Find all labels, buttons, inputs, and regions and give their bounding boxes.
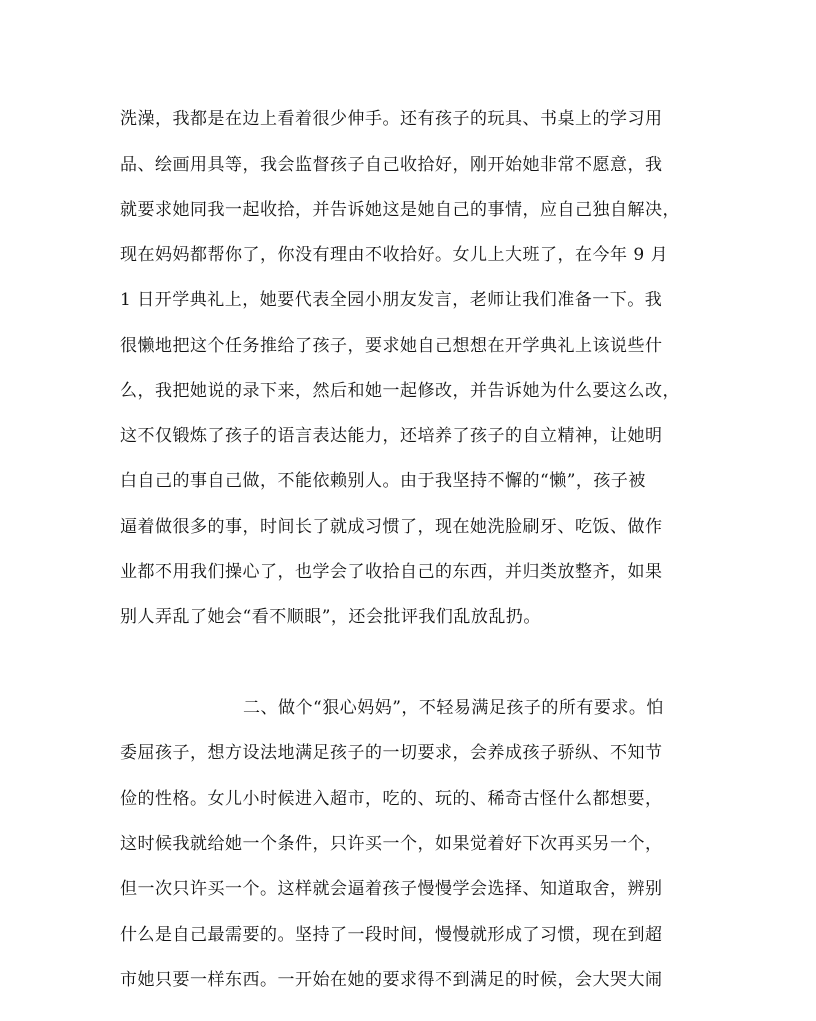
paragraph-line: 这不仅锻炼了孩子的语言表达能力，还培养了孩子的自立精神，让她明 xyxy=(120,426,663,446)
paragraph-line: 什么是自己最需要的。坚持了一段时间，慢慢就形成了习惯，现在到超 xyxy=(120,925,663,945)
paragraph-line: 白自己的事自己做，不能依赖别人。由于我坚持不懈的“懒”，孩子被 xyxy=(120,471,646,491)
paragraph-line: 这时候我就给她一个条件，只许买一个，如果觉着好下次再买另一个， xyxy=(120,834,663,854)
paragraph-line: 洗澡，我都是在边上看着很少伸手。还有孩子的玩具、书桌上的学习用 xyxy=(120,109,663,129)
paragraph-line: 么，我把她说的录下来，然后和她一起修改，并告诉她为什么要这么改， xyxy=(120,381,680,401)
paragraph-line: 俭的性格。女儿小时候进入超市，吃的、玩的、稀奇古怪什么都想要， xyxy=(120,789,663,809)
paragraph-line: 很懒地把这个任务推给了孩子，要求她自己想想在开学典礼上该说些什 xyxy=(120,336,663,356)
paragraph-line: 委屈孩子，想方设法地满足孩子的一切要求，会养成孩子骄纵、不知节 xyxy=(120,743,663,763)
paragraph-line: 别人弄乱了她会“看不顺眼”，还会批评我们乱放乱扔。 xyxy=(120,607,541,627)
paragraph-line: 市她只要一样东西。一开始在她的要求得不到满足的时候，会大哭大闹 xyxy=(120,970,663,990)
section-heading-line: 二、做个“狠心妈妈”，不轻易满足孩子的所有要求。怕 xyxy=(243,698,664,718)
paragraph-line: 但一次只许买一个。这样就会逼着孩子慢慢学会选择、知道取舍，辨别 xyxy=(120,879,663,899)
paragraph-line: 业都不用我们操心了，也学会了收拾自己的东西，并归类放整齐，如果 xyxy=(120,562,663,582)
paragraph-line: 就要求她同我一起收拾，并告诉她这是她自己的事情，应自己独自解决， xyxy=(120,200,680,220)
paragraph-line: 逼着做很多的事，时间长了就成习惯了，现在她洗脸刷牙、吃饭、做作 xyxy=(120,517,663,537)
paragraph-line: 品、绘画用具等，我会监督孩子自己收拾好，刚开始她非常不愿意，我 xyxy=(120,155,663,175)
paragraph-line: 1 日开学典礼上，她要代表全园小朋友发言，老师让我们准备一下。我 xyxy=(120,290,663,310)
paragraph-line: 现在妈妈都帮你了，你没有理由不收拾好。女儿上大班了，在今年 9 月 xyxy=(120,245,669,265)
